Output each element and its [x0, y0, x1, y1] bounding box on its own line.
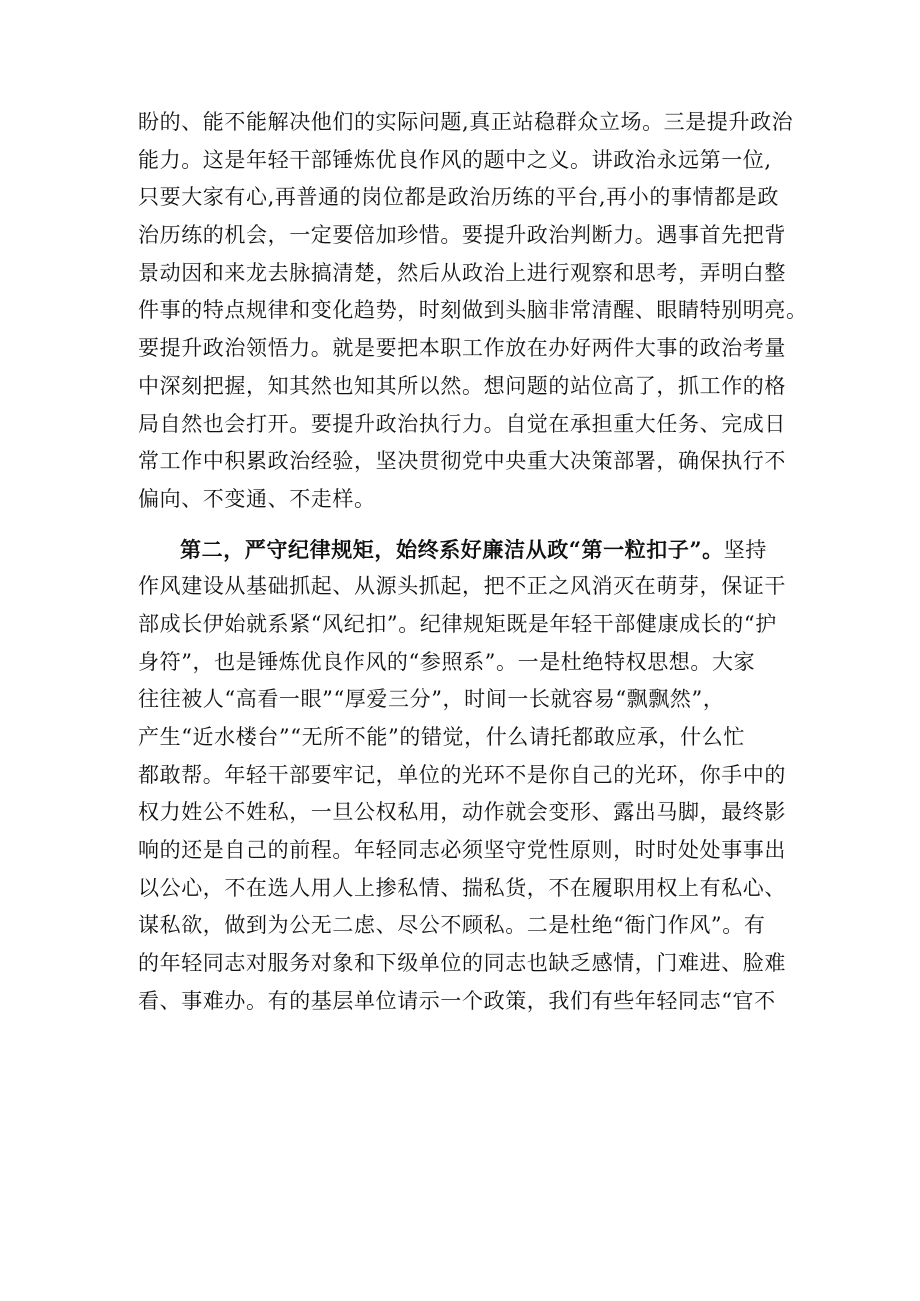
text-line: 治历练的机会，一定要倍加珍惜。要提升政治判断力。遇事首先把背	[138, 223, 786, 248]
text-line: 谋私欲，做到为公无二虑、尽公不顾私。二是杜绝“衙门作风”。有	[138, 913, 766, 938]
text-line: 部成长伊始就系紧“风纪扣”。纪律规矩既是年轻干部健康成长的“护	[138, 611, 777, 636]
text-line: 能力。这是年轻干部锤炼优良作风的题中之义。讲政治永远第一位,	[138, 147, 772, 172]
text-line: 中深刻把握，知其然也知其所以然。想问题的站位高了，抓工作的格	[138, 373, 786, 398]
section-heading: 第二，严守纪律规矩，始终系好廉洁从政“第一粒扣子”。	[180, 536, 724, 562]
text-line: 往往被人“高看一眼”“厚爱三分”，时间一长就容易“飘飘然”，	[138, 687, 725, 712]
text-line: 看、事难办。有的基层单位请示一个政策，我们有些年轻同志“官不	[138, 988, 776, 1013]
text-line: 常工作中积累政治经验，坚决贯彻党中央重大决策部署，确保执行不	[138, 449, 786, 474]
text-line: 只要大家有心,再普通的岗位都是政治历练的平台,再小的事情都是政	[138, 185, 779, 210]
text-line: 权力姓公不姓私，一旦公权私用，动作就会变形、露出马脚，最终影	[138, 800, 786, 825]
text-line: 件事的特点规律和变化趋势，时刻做到头脑非常清醒、眼睛特别明亮。	[138, 298, 808, 323]
heading-continuation: 坚持	[723, 537, 767, 562]
paragraph-political-ability	[138, 104, 808, 519]
text-line: 盼的、能不能解决他们的实际问题,真正站稳群众立场。三是提升政治	[138, 110, 794, 134]
document-body	[138, 104, 808, 1021]
text-line: 局自然也会打开。要提升政治执行力。自觉在承担重大任务、完成日	[138, 411, 786, 436]
text-line: 都敢帮。年轻干部要牢记，单位的光环不是你自己的光环，你手中的	[138, 762, 786, 787]
text-line-first	[138, 531, 798, 569]
text-line: 要提升政治领悟力。就是要把本职工作放在办好两件大事的政治考量	[138, 336, 786, 361]
paragraph-gap	[138, 519, 798, 531]
text-line: 以公心，不在选人用人上掺私情、揣私货，不在履职用权上有私心、	[138, 875, 786, 900]
text-line: 产生“近水楼台”“无所不能”的错觉，什么请托都敢应承，什么忙	[138, 725, 745, 749]
text-line: 偏向、不变通、不走样。	[138, 486, 376, 511]
text-line: 身符”，也是锤炼优良作风的“参照系”。一是杜绝特权思想。大家	[138, 649, 756, 674]
text-line: 响的还是自己的前程。年轻同志必须坚守党性原则，时时处处事事出	[138, 838, 786, 863]
paragraph-discipline	[138, 531, 798, 1021]
text-line: 的年轻同志对服务对象和下级单位的同志也缺乏感情，门难进、脸难	[138, 951, 786, 976]
text-line: 景动因和来龙去脉搞清楚，然后从政治上进行观察和思考，弄明白整	[138, 260, 786, 285]
text-line: 作风建设从基础抓起、从源头抓起，把不正之风消灭在萌芽，保证干	[138, 574, 786, 599]
